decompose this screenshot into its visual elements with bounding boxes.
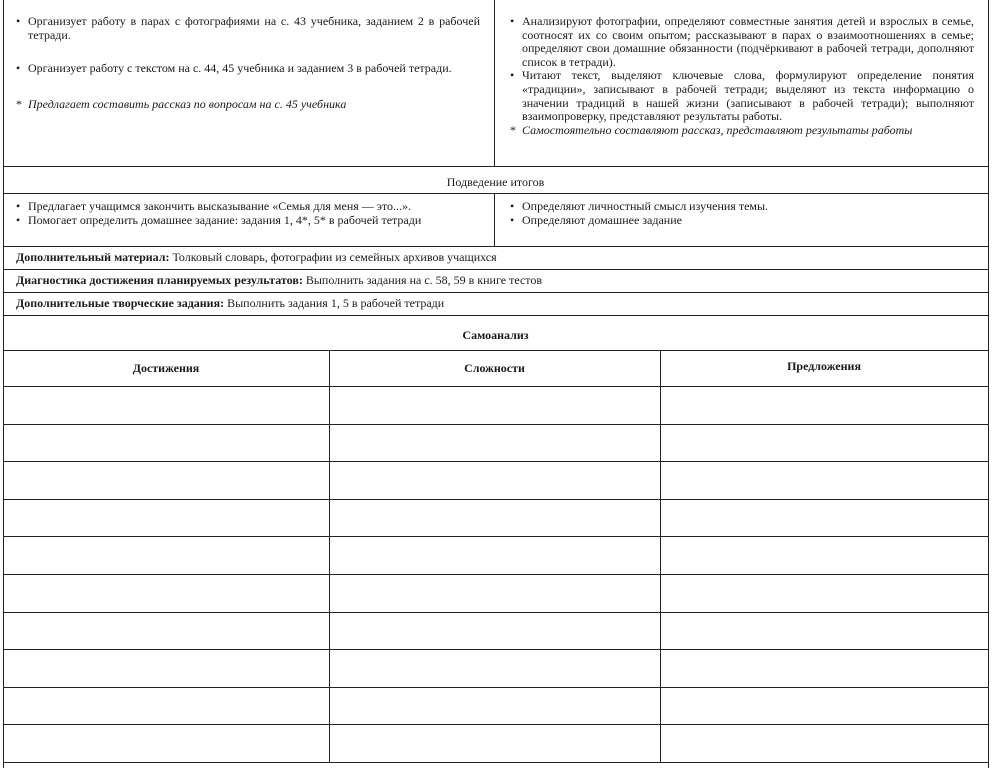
table-row-border [3, 386, 988, 387]
self-analysis-title: Самоанализ [462, 328, 529, 342]
teacher-activity-cell [16, 15, 480, 111]
extra-material-label: Дополнительный материал: [16, 250, 170, 264]
activity-divider [494, 0, 495, 166]
summary-title: Подведение итогов [446, 175, 545, 189]
table-row-border [3, 762, 988, 763]
table-row-border [3, 574, 988, 575]
row-border [3, 315, 988, 316]
students-activity-item: • Читают текст, выделяют ключевые слова, формулируют определение понятия «традиции», записывают в рабочей тетради; выделяют из текста информацию о значении традиций в нашей жизни (записывают в рабочей тетради); выполняют взаимопроверку, представляют результаты работы. [510, 69, 974, 123]
row-border [3, 269, 988, 270]
frame-left [3, 0, 4, 768]
teacher-activity-item: • Организует работу с текстом на с. 44, 45 учебника и заданием 3 в рабочей тетради. [16, 62, 480, 76]
table-row-border [3, 461, 988, 462]
table-row-border [3, 424, 988, 425]
diagnostics-row [16, 274, 976, 288]
extra-material-text: Толковый словарь, фотографии из семейных архивов учащихся [172, 250, 497, 264]
frame-right [988, 0, 989, 768]
table-row-border [3, 612, 988, 613]
self-analysis-divider [660, 350, 661, 762]
column-header-achievements: Достижения [132, 361, 200, 375]
table-row-border [3, 499, 988, 500]
row-border [3, 193, 988, 194]
summary-teacher-item: • Помогает определить домашнее задание: задания 1, 4*, 5* в рабочей тетради [16, 214, 480, 228]
students-activity-item: • Анализируют фотографии, определяют совместные занятия детей и взрослых в семье, соотносят их со своим опытом; рассказывают в парах о взаимоотношениях в семье; определяют свои домашние обязанности (подчёркивают в рабочей тетради, дополняют список в тетради). [510, 15, 974, 69]
summary-teacher-cell [16, 200, 480, 227]
diagnostics-label: Диагностика достижения планируемых результатов: [16, 273, 303, 287]
teacher-activity-item: • Организует работу в парах с фотографиями на с. 43 учебника, заданием 2 в рабочей тетради. [16, 15, 480, 42]
creative-tasks-label: Дополнительные творческие задания: [16, 296, 225, 310]
row-border [3, 292, 988, 293]
summary-students-item: • Определяют личностный смысл изучения темы. [510, 200, 974, 214]
diagnostics-text: Выполнить задания на с. 58, 59 в книге тестов [305, 273, 543, 287]
column-header-suggestions: Предложения [787, 359, 861, 373]
column-header-difficulties: Сложности [464, 361, 525, 375]
summary-students-item: • Определяют домашнее задание [510, 214, 974, 228]
creative-tasks-text: Выполнить задания 1, 5 в рабочей тетради [227, 296, 445, 310]
self-analysis-divider [329, 350, 330, 762]
students-activity-item: * Самостоятельно составляют рассказ, представляют результаты работы [510, 124, 974, 138]
extra-material-row [16, 251, 976, 265]
table-row-border [3, 649, 988, 650]
teacher-activity-item: * Предлагает составить рассказ по вопросам на с. 45 учебника [16, 98, 480, 112]
row-border [3, 350, 988, 351]
row-border [3, 246, 988, 247]
table-row-border [3, 724, 988, 725]
table-row-border [3, 536, 988, 537]
summary-divider [494, 193, 495, 246]
creative-tasks-row [16, 297, 976, 311]
students-activity-cell [510, 15, 974, 137]
row-border [3, 166, 988, 167]
summary-students-cell [510, 200, 974, 227]
table-row-border [3, 687, 988, 688]
summary-teacher-item: • Предлагает учащимся закончить высказывание «Семья для меня — это...». [16, 200, 480, 214]
